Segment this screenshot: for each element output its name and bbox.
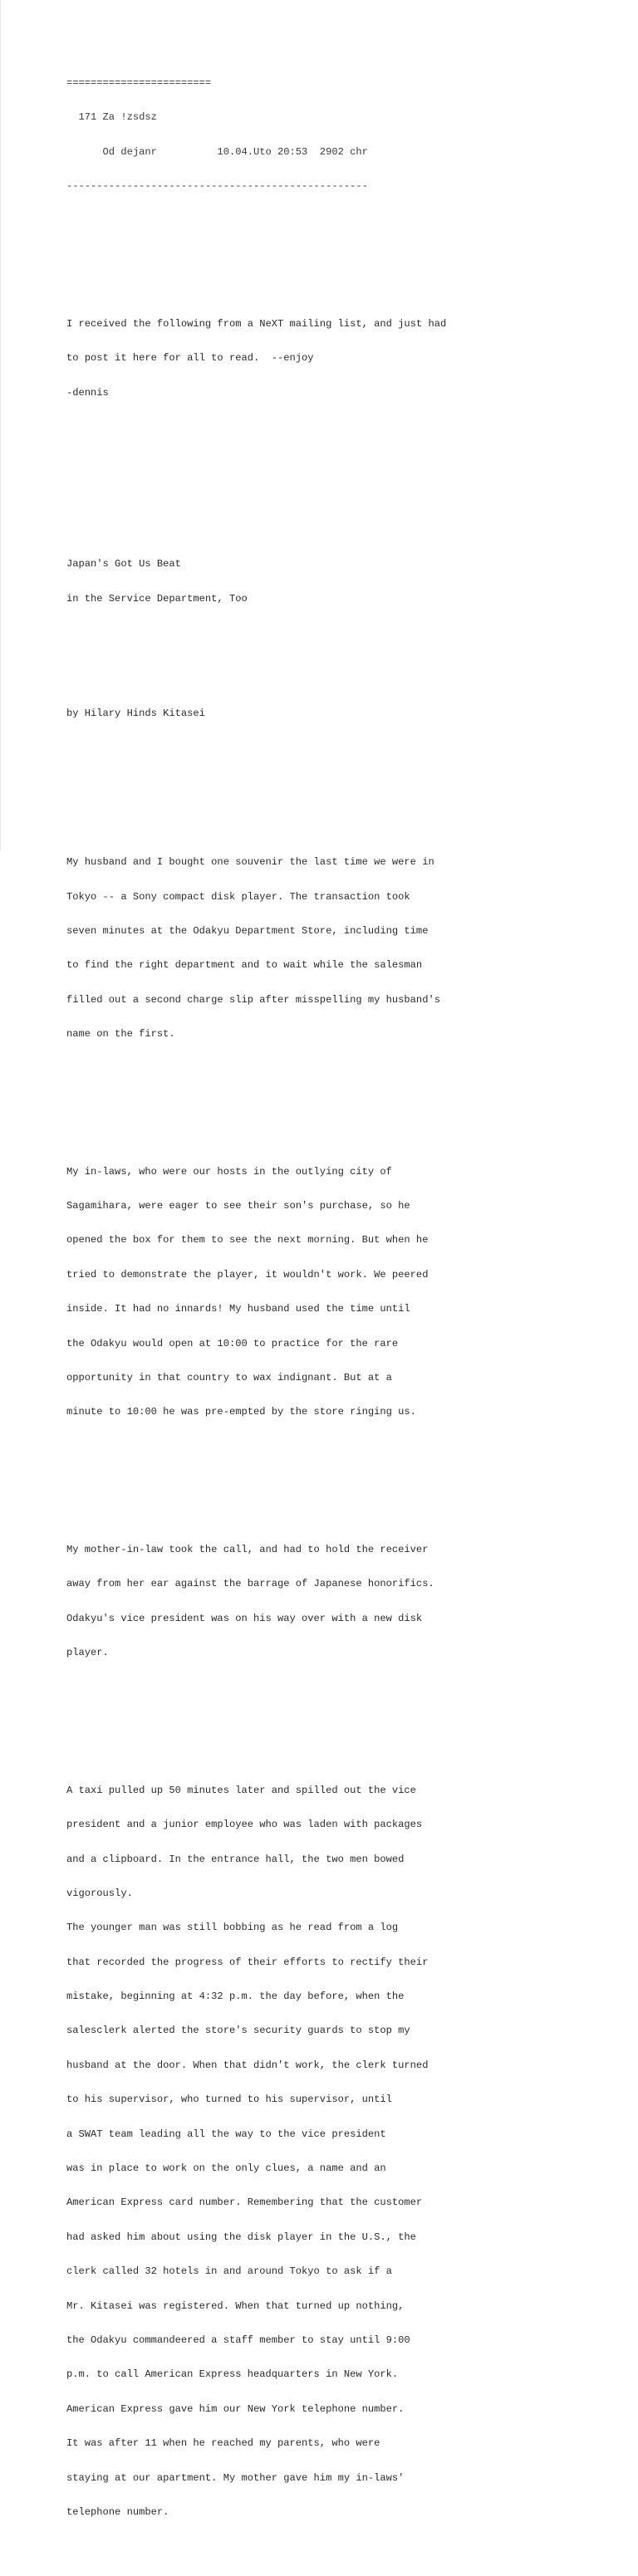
paragraph-line: away from her ear against the barrage of Japanese honorifics.	[66, 1578, 434, 1590]
paragraph-line: player.	[66, 1647, 109, 1659]
intro-line: I received the following from a NeXT mailing list, and just had	[66, 317, 447, 330]
header-meta-line: Od dejanr 10.04.Uto 20:53 2902 chr	[66, 145, 368, 158]
paragraph-line: Mr. Kitasei was registered. When that turned up nothing,	[66, 2299, 405, 2312]
spacer	[66, 456, 631, 468]
paragraph-line: opened the box for them to see the next morning. But when he	[66, 1234, 429, 1246]
header-rule-bottom: --------------------------------------------------	[66, 180, 368, 193]
intro-line: -dennis	[66, 386, 109, 399]
spacer	[66, 1717, 631, 1728]
paragraph	[66, 1762, 631, 2541]
paragraph-line: salesclerk alerted the store's security guards to stop my	[66, 2025, 410, 2037]
intro-line: to post it here for all to read. --enjoy	[66, 352, 314, 365]
paragraph-line: a SWAT team leading all the way to the vice president	[66, 2128, 386, 2140]
paragraph-line: that recorded the progress of their efforts to rectify their	[66, 1956, 429, 1968]
paragraph	[66, 1144, 631, 1442]
intro-note	[66, 296, 631, 422]
paragraph-line: had asked him about using the disk player in the U.S., the	[66, 2231, 416, 2243]
paragraph	[66, 835, 631, 1064]
title-line: Japan's Got Us Beat	[66, 558, 181, 571]
paragraph-line: name on the first.	[66, 1028, 175, 1041]
paragraph-line: filled out a second charge slip after misspelling my husband's	[66, 993, 440, 1006]
spacer	[66, 1476, 631, 1487]
spacer	[66, 754, 631, 766]
paragraph-line: staying at our apartment. My mother gave him my in-laws'	[66, 2471, 405, 2484]
paragraph-line: My in-laws, who were our hosts in the outlying city of	[66, 1165, 392, 1178]
paragraph-line: My mother-in-law took the call, and had to hold the receiver	[66, 1543, 429, 1555]
paragraph-line: was in place to work on the only clues, a name and an	[66, 2162, 386, 2175]
paragraph-line: Sagamihara, were eager to see their son's purchase, so he	[66, 1200, 410, 1212]
paragraph-line: It was after 11 when he reached my parents, who were	[66, 2437, 380, 2450]
spacer	[66, 663, 631, 674]
paragraph-line: My husband and I bought one souvenir the last time we were in	[66, 856, 434, 869]
spacer	[66, 250, 631, 262]
spacer	[66, 788, 631, 800]
paragraph-line: president and a junior employee who was laden with packages	[66, 1819, 423, 1831]
paragraph-line: minute to 10:00 he was pre-empted by the store ringing us.	[66, 1406, 416, 1418]
paragraph-line: A taxi pulled up 50 minutes later and spilled out the vice	[66, 1784, 416, 1796]
paragraph-line: tried to demonstrate the player, it wouldn't work. We peered	[66, 1268, 429, 1281]
paragraph-line: p.m. to call American Express headquarters in New York.	[66, 2368, 399, 2381]
paragraph	[66, 1521, 631, 1682]
paragraph-line: telephone number.	[66, 2505, 169, 2518]
paragraph-line: and a clipboard. In the entrance hall, the two men bowed	[66, 1853, 405, 1865]
paragraph-line: to his supervisor, who turned to his supervisor, until	[66, 2094, 392, 2106]
paragraph-line: American Express card number. Remembering that the customer	[66, 2196, 423, 2209]
spacer	[66, 1098, 631, 1109]
paragraph-line: seven minutes at the Odakyu Department Store, including time	[66, 924, 429, 937]
paragraph-line: the Odakyu commandeered a staff member to stay until 9:00	[66, 2334, 410, 2346]
paragraph-line: mistake, beginning at 4:32 p.m. the day before, when the	[66, 1991, 405, 2003]
paragraph-line: inside. It had no innards! My husband used the time until	[66, 1303, 410, 1315]
message-header	[66, 55, 631, 215]
paragraph-line: Tokyo -- a Sony compact disk player. The transaction took	[66, 890, 410, 903]
paragraph-line: American Express gave him our New York telephone number.	[66, 2402, 405, 2415]
paragraph-line: husband at the door. When that didn't work, the clerk turned	[66, 2059, 429, 2071]
document-text	[66, 21, 631, 2576]
paragraph-line: to find the right department and to wait while the salesman	[66, 959, 423, 972]
paragraph-line: the Odakyu would open at 10:00 to practice for the rare	[66, 1337, 399, 1349]
paragraph-line: The younger man was still bobbing as he read from a log	[66, 1922, 399, 1934]
paragraph-line: Odakyu's vice president was on his way over with a new disk	[66, 1612, 423, 1624]
article-byline: by Hilary Hinds Kitasei	[66, 707, 205, 719]
paragraph-line: vigorously.	[66, 1887, 133, 1899]
header-message-line: 171 Za !zsdsz	[66, 111, 157, 124]
title-line: in the Service Department, Too	[66, 592, 248, 605]
spacer	[66, 491, 631, 502]
paragraph-line: clerk called 32 hotels in and around Tokyo to ask if a	[66, 2265, 392, 2278]
header-rule-top: ========================	[66, 76, 212, 89]
paragraph-line: opportunity in that country to wax indignant. But at a	[66, 1372, 392, 1384]
article-title	[66, 536, 631, 628]
